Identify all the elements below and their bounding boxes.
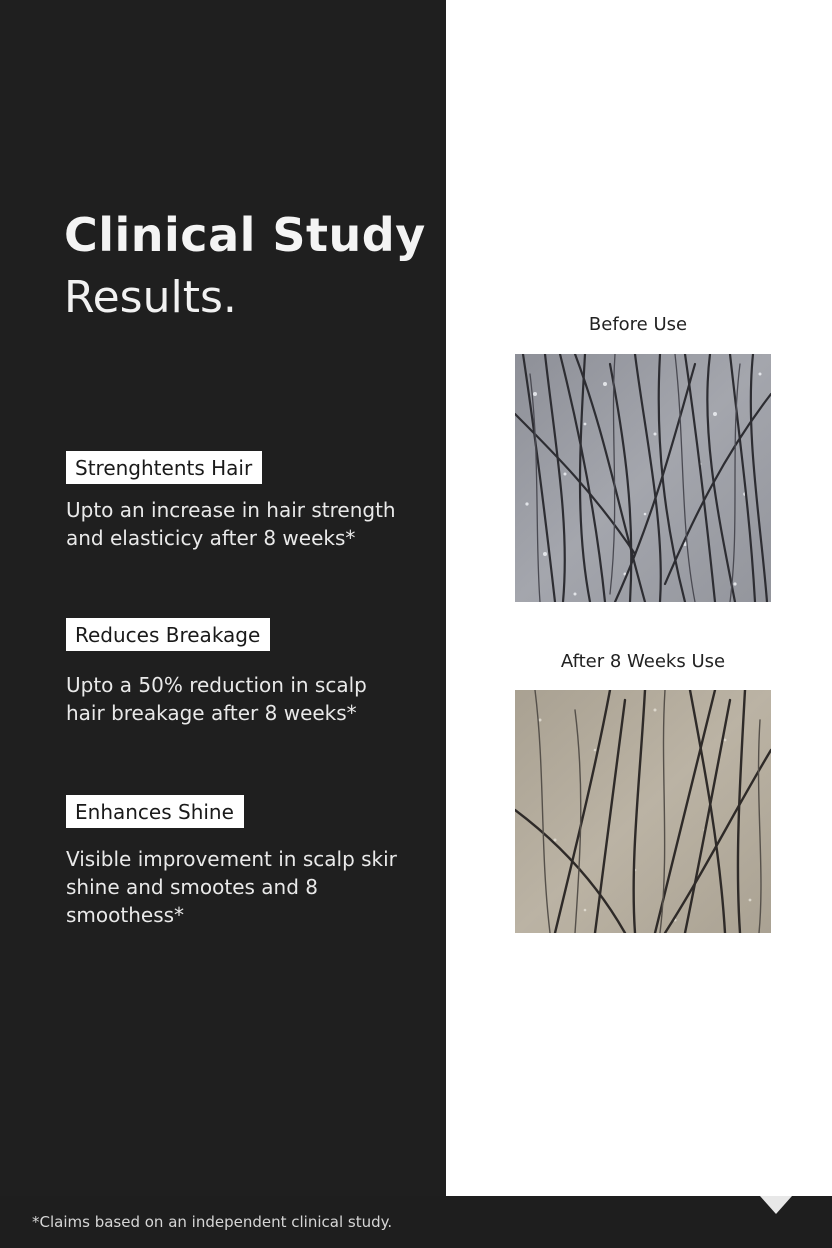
benefit-line: and elasticicy after 8 weeks* — [66, 526, 356, 550]
after-photo — [515, 690, 771, 933]
page-title: Clinical Study — [64, 208, 426, 262]
benefit-line: shine and smootes and 8 — [66, 875, 318, 899]
benefit-description-breakage — [66, 671, 436, 727]
right-panel — [446, 0, 832, 1196]
benefit-line: Upto an increase in hair strength — [66, 498, 396, 522]
after-label: After 8 Weeks Use — [560, 651, 726, 672]
before-photo — [515, 354, 771, 602]
before-label: Before Use — [588, 314, 688, 335]
benefit-tag-strength: Strenghtents Hair — [66, 451, 262, 484]
page-subtitle: Results. — [64, 272, 237, 323]
benefit-line: smoothess* — [66, 903, 185, 927]
footnote: *Claims based on an independent clinical study. — [32, 1213, 393, 1231]
benefit-line: Visible improvement in scalp skir — [66, 847, 397, 871]
benefit-description-shine — [66, 845, 436, 929]
benefit-line: Upto a 50% reduction in scalp — [66, 673, 367, 697]
benefit-description-strength — [66, 496, 436, 552]
benefit-tag-breakage: Reduces Breakage — [66, 618, 270, 651]
benefit-line: hair breakage after 8 weeks* — [66, 701, 357, 725]
pointer-notch — [760, 1196, 792, 1214]
benefit-tag-shine: Enhances Shine — [66, 795, 244, 828]
